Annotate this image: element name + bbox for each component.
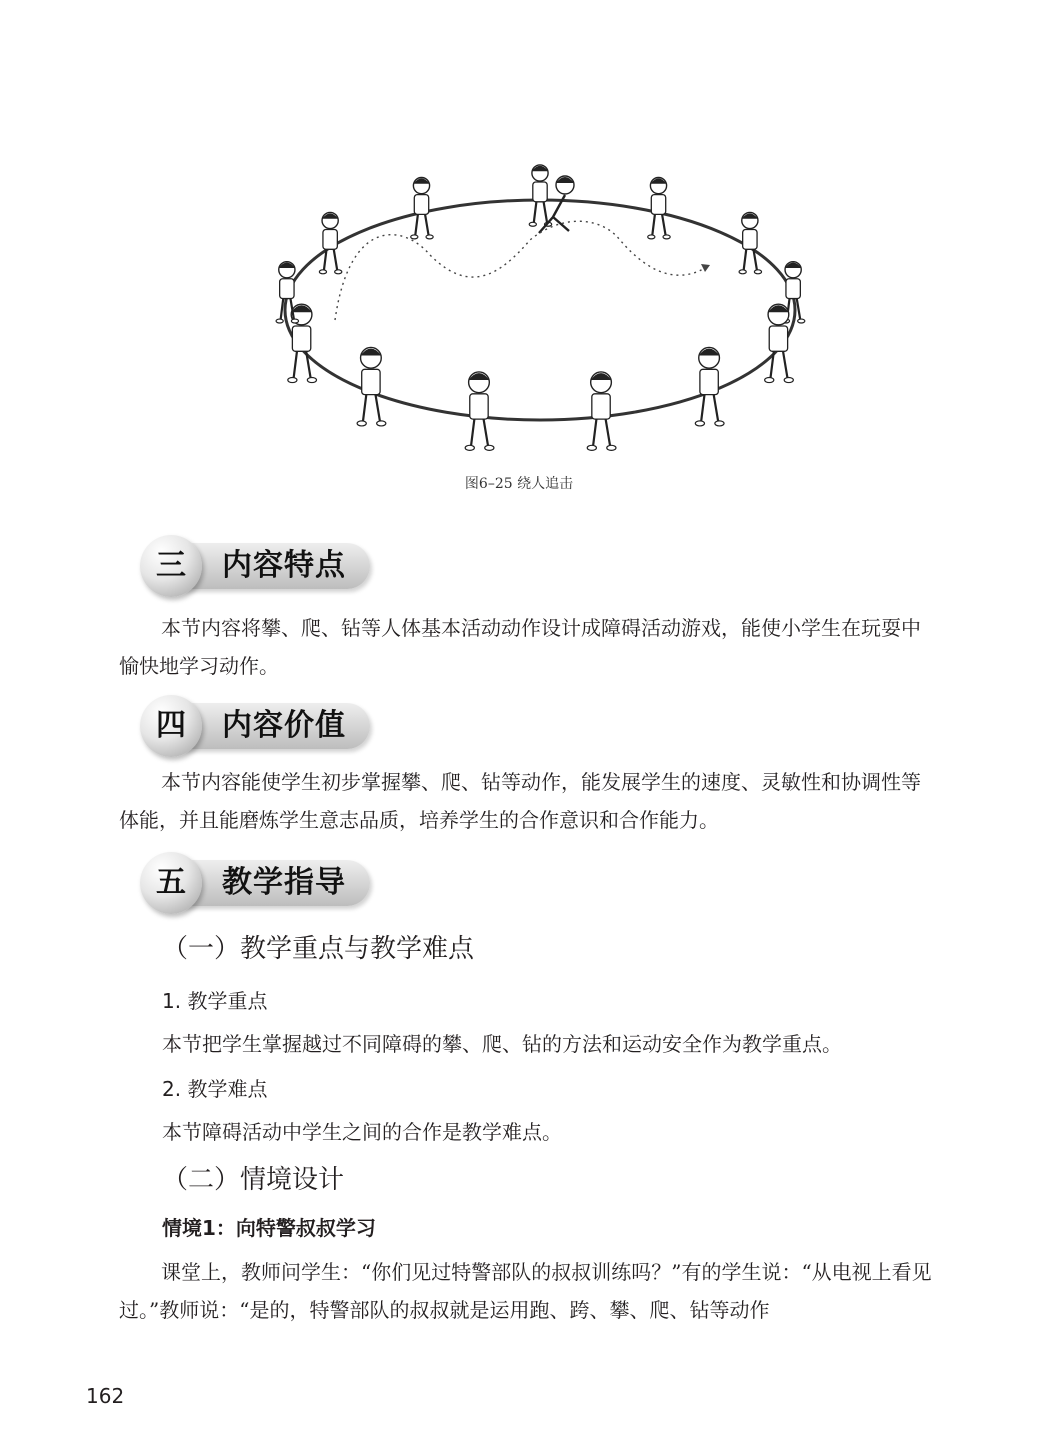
paragraph-content-value: 本节内容能使学生初步掌握攀、爬、钻等动作，能发展学生的速度、灵敏性和协调性等体能，并且能磨炼学生意志品质，培养学生的合作意识和合作能力。 — [119, 770, 921, 832]
page-number: 162 — [86, 1384, 125, 1408]
section-heading-content-features — [140, 535, 380, 597]
child-figure — [411, 177, 434, 238]
paragraph-scenario1: 课堂上，教师问学生：“你们见过特警部队的叔叔训练吗？”有的学生说：“从电视上看见过。”教师说：“是的，特警部队的叔叔就是运用跑、跨、攀、爬、钻等动作 — [119, 1260, 932, 1322]
figure-illustration — [240, 145, 840, 475]
scenario1-heading: 情境1：向特警叔叔学习 — [162, 1216, 376, 1240]
difficulty-heading: 2. 教学难点 — [162, 1077, 268, 1101]
child-figure — [587, 372, 616, 450]
section-heading-content-value — [140, 695, 380, 757]
child-figure — [648, 177, 671, 238]
section-number: 四 — [156, 708, 186, 743]
subsection-title-scenario-design: （二）情境设计 — [162, 1165, 345, 1195]
chase-path-arrowhead — [701, 264, 710, 272]
section-title: 内容价值 — [222, 708, 346, 743]
section-title: 教学指导 — [222, 865, 346, 900]
subsection-title-key-difficult: （一）教学重点与教学难点 — [162, 934, 475, 964]
paragraph-content-features: 本节内容将攀、爬、钻等人体基本活动动作设计成障碍活动游戏，能使小学生在玩耍中愉快地学习动作。 — [119, 616, 921, 678]
section-heading-teaching-guidance — [140, 852, 380, 914]
child-figure — [529, 165, 552, 226]
difficulty-text: 本节障碍活动中学生之间的合作是教学难点。 — [162, 1120, 562, 1144]
child-figure — [765, 304, 794, 382]
key-point-text: 本节把学生掌握越过不同障碍的攀、爬、钻的方法和运动安全作为教学重点。 — [162, 1032, 842, 1056]
child-figure — [288, 304, 317, 382]
section-number: 三 — [156, 548, 186, 583]
key-point-heading: 1. 教学重点 — [162, 989, 268, 1013]
child-figure — [739, 212, 762, 273]
child-figure — [357, 347, 386, 425]
section-title: 内容特点 — [222, 548, 346, 583]
children-circle-illustration — [240, 145, 840, 475]
figure-caption: 图6–25 绕人追击 — [464, 476, 574, 492]
child-figure — [465, 372, 494, 450]
section-number: 五 — [156, 865, 186, 900]
